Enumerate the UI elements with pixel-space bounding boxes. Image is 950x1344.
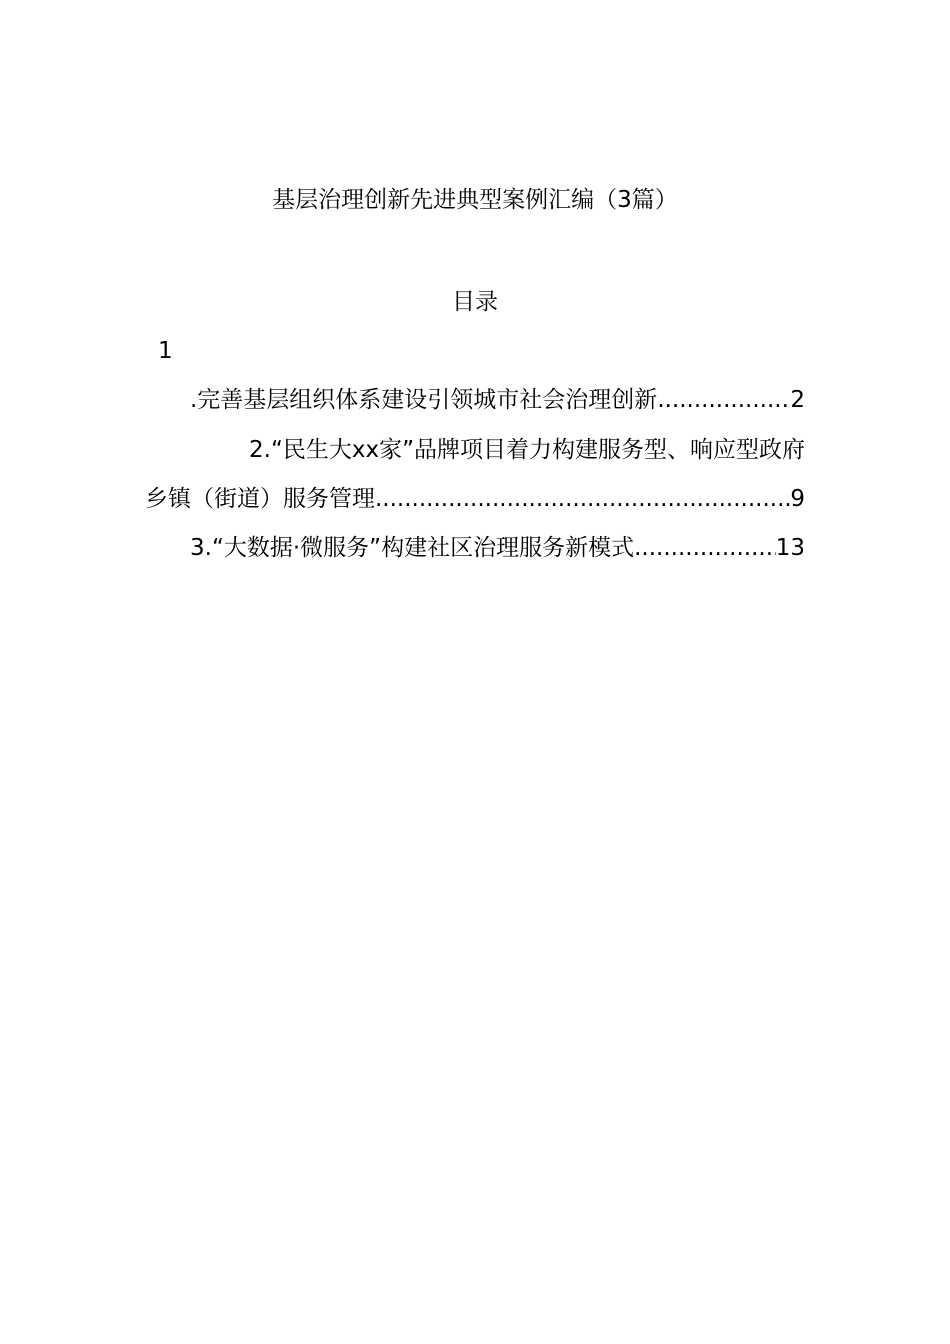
toc-entry-3-leader xyxy=(634,528,776,568)
toc-entry-1-leader xyxy=(657,380,790,420)
toc-entry-2[interactable] xyxy=(145,479,805,519)
document-title: 基层治理创新先进典型案例汇编（3篇） xyxy=(272,187,678,213)
toc-entry-3-page: 13 xyxy=(775,535,805,561)
toc-entry-1-page: 2 xyxy=(790,387,805,413)
toc-entry-3[interactable] xyxy=(145,528,805,568)
toc-entry-2-page: 9 xyxy=(790,486,805,512)
toc-heading: 目录 xyxy=(452,289,498,315)
toc-entry-3-text: 3.“大数据·微服务”构建社区治理服务新模式 xyxy=(190,535,635,561)
toc-entry-1-text: .完善基层组织体系建设引领城市社会治理创新 xyxy=(190,387,658,413)
toc-entry-2-leader xyxy=(375,479,790,519)
toc-entry-2-text: 乡镇（街道）服务管理 xyxy=(145,486,375,512)
stray-number: 1 xyxy=(158,338,173,364)
toc-entry-1[interactable] xyxy=(145,380,805,420)
toc-entry-2-line1[interactable]: 2.“民生大xx家”品牌项目着力构建服务型、响应型政府 xyxy=(249,437,805,463)
